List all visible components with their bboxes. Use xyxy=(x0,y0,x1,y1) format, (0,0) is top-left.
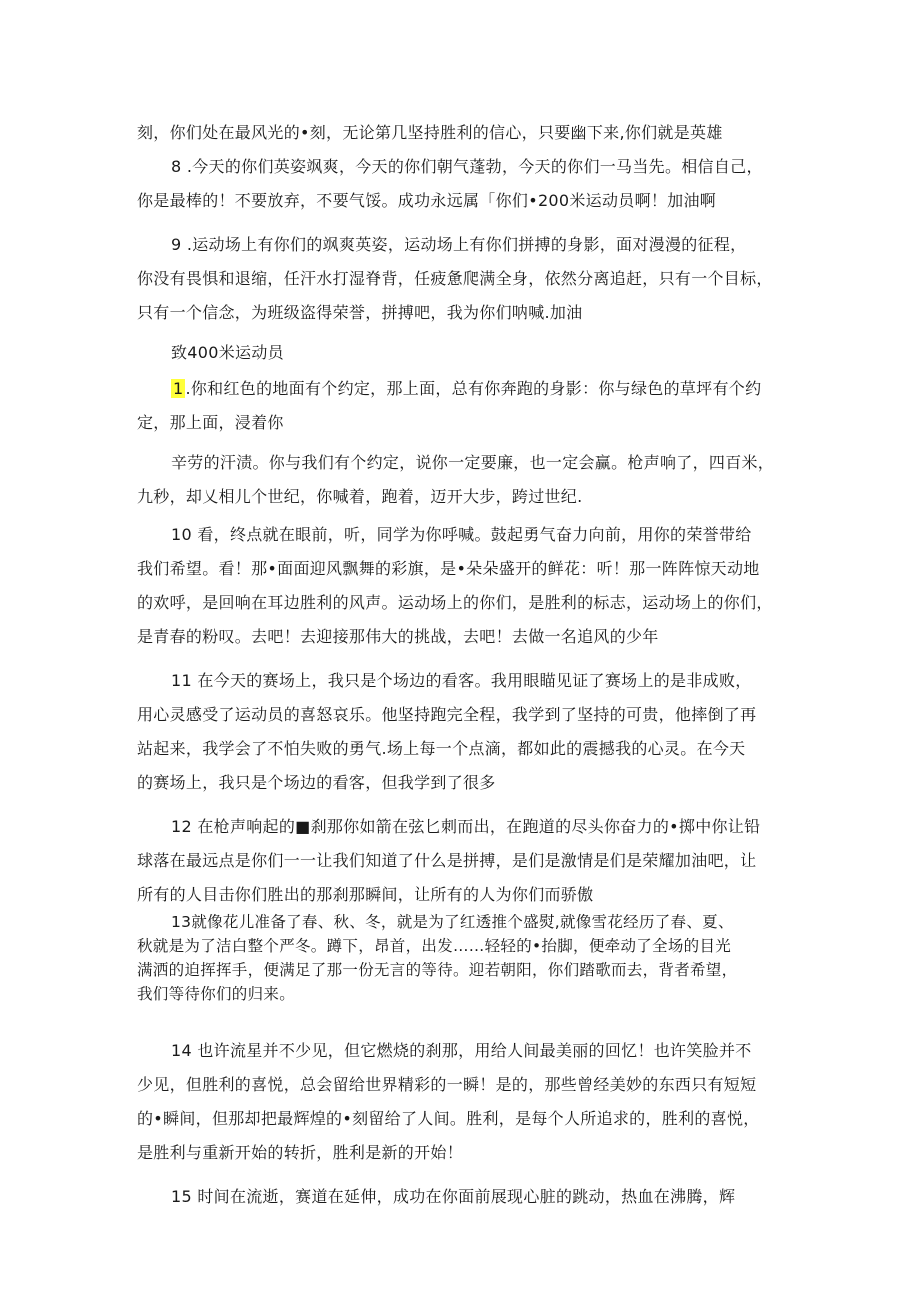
paragraph-1 xyxy=(137,372,787,440)
paragraph-8 xyxy=(137,150,787,218)
text-line: 10 看，终点就在眼前，听，同学为你呼喊。鼓起勇气奋力向前，用你的荣誉带给 xyxy=(171,525,752,544)
section-heading-400m xyxy=(137,336,787,370)
text-line: 只有一个信念，为班级盗得荣誉，拼搏吧，我为你们呐喊.加油 xyxy=(137,303,583,322)
text-line: 满洒的迫挥挥手，便满足了那一份无言的等待。迎若朝阳，你们踏歌而去，背者希望， xyxy=(137,961,738,979)
text-line: 是青春的粉叹。去吧！去迎接那伟大的挑战，去吧！去做一名追风的少年 xyxy=(137,627,659,646)
text-span: .你和红色的地面有个约定，那上面，总有你奔跑的身影：你与绿色的草坪有个约 xyxy=(185,379,762,398)
text-line: 辛劳的汗渍。你与我们有个约定，说你一定要廉，也一定会赢。枪声响了，四百米， xyxy=(171,453,775,472)
paragraph-12 xyxy=(137,810,787,912)
text-line: 少见，但胜利的喜悦，总会留给世界精彩的一瞬！是的，那些曾经美妙的东西只有短短 xyxy=(137,1075,757,1094)
text-line: 8 .今天的你们英姿飒爽，今天的你们朝气蓬勃，今天的你们一马当先。相信自己， xyxy=(171,157,763,176)
text-line: 所有的人目击你们胜出的那刹那瞬间，让所有的人为你们而骄傲 xyxy=(137,885,594,904)
text-line: 的赛场上，我只是个场边的看客，但我学到了很多 xyxy=(137,773,496,792)
text-line: 定，那上面，浸着你 xyxy=(137,413,284,432)
text-line: 9 .运动场上有你们的飒爽英姿，运动场上有你们拼搏的身影，面对漫漫的征程， xyxy=(171,235,747,254)
text-line: 的•瞬间，但那却把最辉煌的•刻留给了人间。胜利，是每个人所追求的，胜利的喜悦， xyxy=(137,1109,760,1128)
text-line: 你没有畏惧和退缩，任汗水打湿脊背，任疲惫爬满全身，依然分离追赶，只有一个目标， xyxy=(137,269,773,288)
text-line: 你是最棒的！不要放弃，不要气馁。成功永远属「你们•200米运动员啊！加油啊 xyxy=(137,191,717,210)
highlight-marker: 1 xyxy=(173,379,184,398)
text-line: 用心灵感受了运动员的喜怒哀乐。他坚持跑完全程，我学到了坚持的可贵，他摔倒了再 xyxy=(137,705,757,724)
text-line: 球落在最远点是你们一一让我们知道了什么是拼搏，是们是激情是们是荣耀加油吧，让 xyxy=(137,851,757,870)
text-line: 12 在枪声响起的■刹那你如箭在弦匕刺而出，在跑道的尽头你奋力的•掷中你让铅 xyxy=(171,817,761,836)
text-line: 我们等待你们的归来。 xyxy=(137,985,296,1003)
heading-text: 致400米运动员 xyxy=(171,343,284,362)
paragraph-1-continued xyxy=(137,446,787,514)
text-line: 14 也许流星并不少见，但它燃烧的刹那，用给人间最美丽的回忆！也许笑脸并不 xyxy=(171,1041,752,1060)
text-line: 刻，你们处在最风光的•刻，无论第几坚持胜利的信心，只要幽下来,你们就是英雄 xyxy=(137,123,723,142)
text-line: 九秒，却乂相儿个世纪，你喊着，跑着，迈开大步，跨过世纪. xyxy=(137,487,583,506)
text-line: 我们希望。看！那•面面迎风飘舞的彩旗，是•朵朵盛开的鲜花：听！那一阵阵惊天动地 xyxy=(137,559,760,578)
paragraph-fragment xyxy=(137,116,787,150)
paragraph-13 xyxy=(137,910,787,1006)
text-line: 是胜利与重新开始的转折，胜利是新的开始！ xyxy=(137,1143,464,1162)
paragraph-10 xyxy=(137,518,787,654)
text-line: 15 时间在流逝，赛道在延伸，成功在你面前展现心脏的跳动，热血在沸腾，辉 xyxy=(171,1187,736,1206)
text-line: 站起来，我学会了不怕失败的勇气.场上每一个点滴，都如此的震撼我的心灵。在今天 xyxy=(137,739,746,758)
text-line xyxy=(137,372,787,406)
paragraph-11 xyxy=(137,664,787,800)
text-line: 11 在今天的赛场上，我只是个场边的看客。我用眼瞄见证了赛场上的是非成败， xyxy=(171,671,752,690)
text-line: 13就像花儿准备了春、秋、冬，就是为了红透推个盛熨,就像雪花经历了春、夏、 xyxy=(171,913,734,931)
text-line: 秋就是为了洁白整个严冬。蹲下，昂首，出发……轻轻的•抬脚，便牵动了全场的目光 xyxy=(137,937,732,955)
paragraph-14 xyxy=(137,1034,787,1170)
paragraph-15 xyxy=(137,1180,787,1214)
paragraph-9 xyxy=(137,228,787,330)
text-line: 的欢呼，是回响在耳边胜利的风声。运动场上的你们，是胜利的标志，运动场上的你们， xyxy=(137,593,773,612)
